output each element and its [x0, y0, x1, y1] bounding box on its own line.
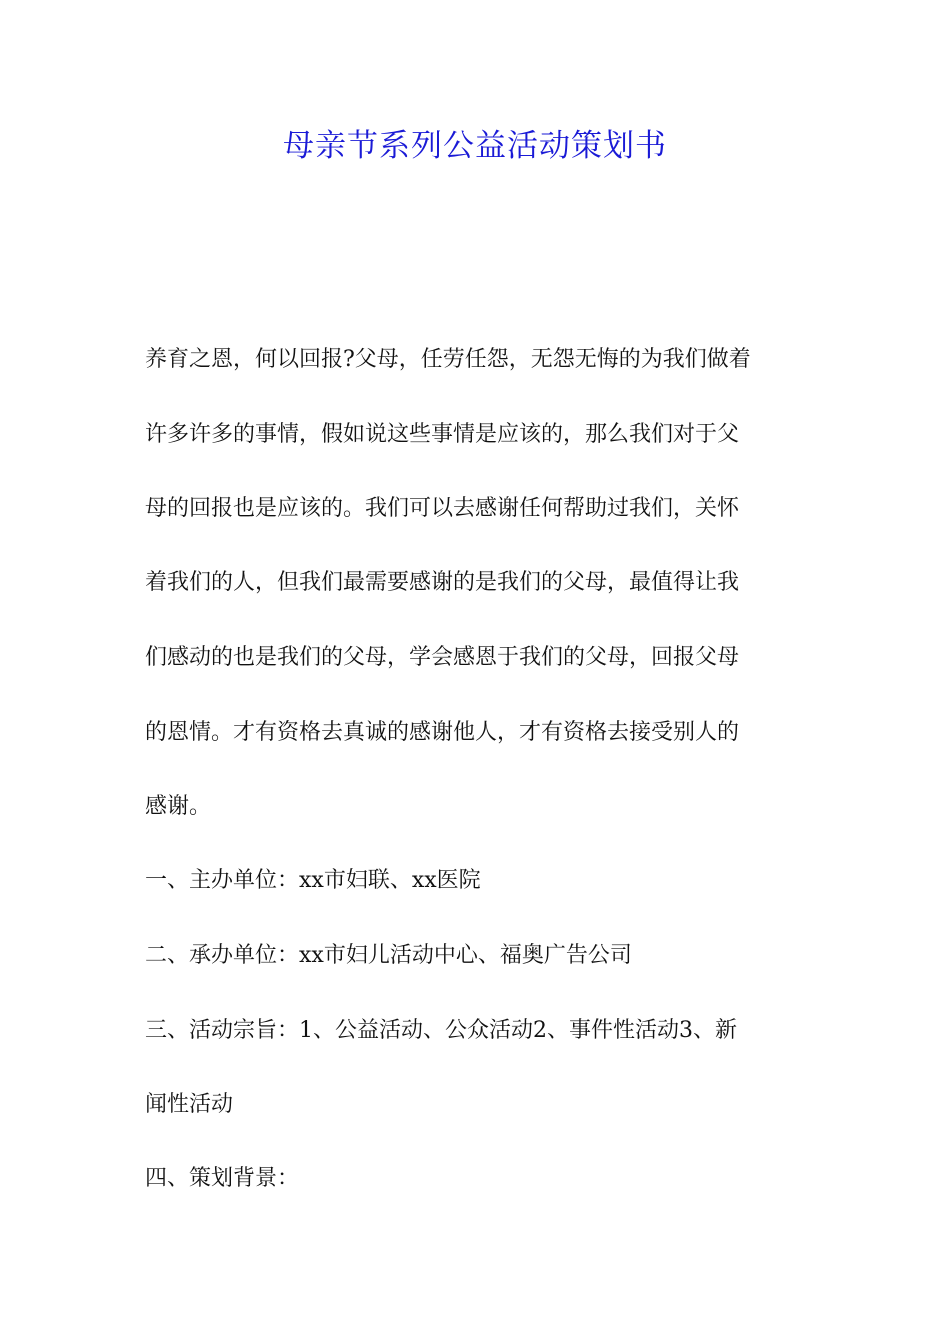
document-title: 母亲节系列公益活动策划书	[283, 128, 667, 164]
intro-line-3: 母的回报也是应该的。我们可以去感谢任何帮助过我们，关怀	[145, 496, 740, 521]
section-purpose: 三、活动宗旨：1、公益活动、公众活动2、事件性活动3、新	[145, 1018, 737, 1043]
intro-line-7: 感谢。	[145, 794, 212, 819]
intro-line-4: 着我们的人，但我们最需要感谢的是我们的父母，最值得让我	[145, 570, 740, 595]
intro-line-1: 养育之恩，何以回报?父母，任劳任怨，无怨无悔的为我们做着	[145, 347, 751, 372]
intro-line-2: 许多许多的事情，假如说这些事情是应该的，那么我们对于父	[145, 422, 740, 447]
section-organizer: 一、主办单位：xx市妇联、xx医院	[145, 868, 481, 893]
section-co-organizer: 二、承办单位：xx市妇儿活动中心、福奥广告公司	[145, 943, 632, 968]
section-background-heading: 四、策划背景：	[145, 1166, 300, 1191]
intro-line-5: 们感动的也是我们的父母，学会感恩于我们的父母，回报父母	[145, 645, 740, 670]
section-purpose-continued: 闻性活动	[145, 1092, 234, 1117]
intro-line-6: 的恩情。才有资格去真诚的感谢他人，才有资格去接受别人的	[145, 720, 740, 745]
